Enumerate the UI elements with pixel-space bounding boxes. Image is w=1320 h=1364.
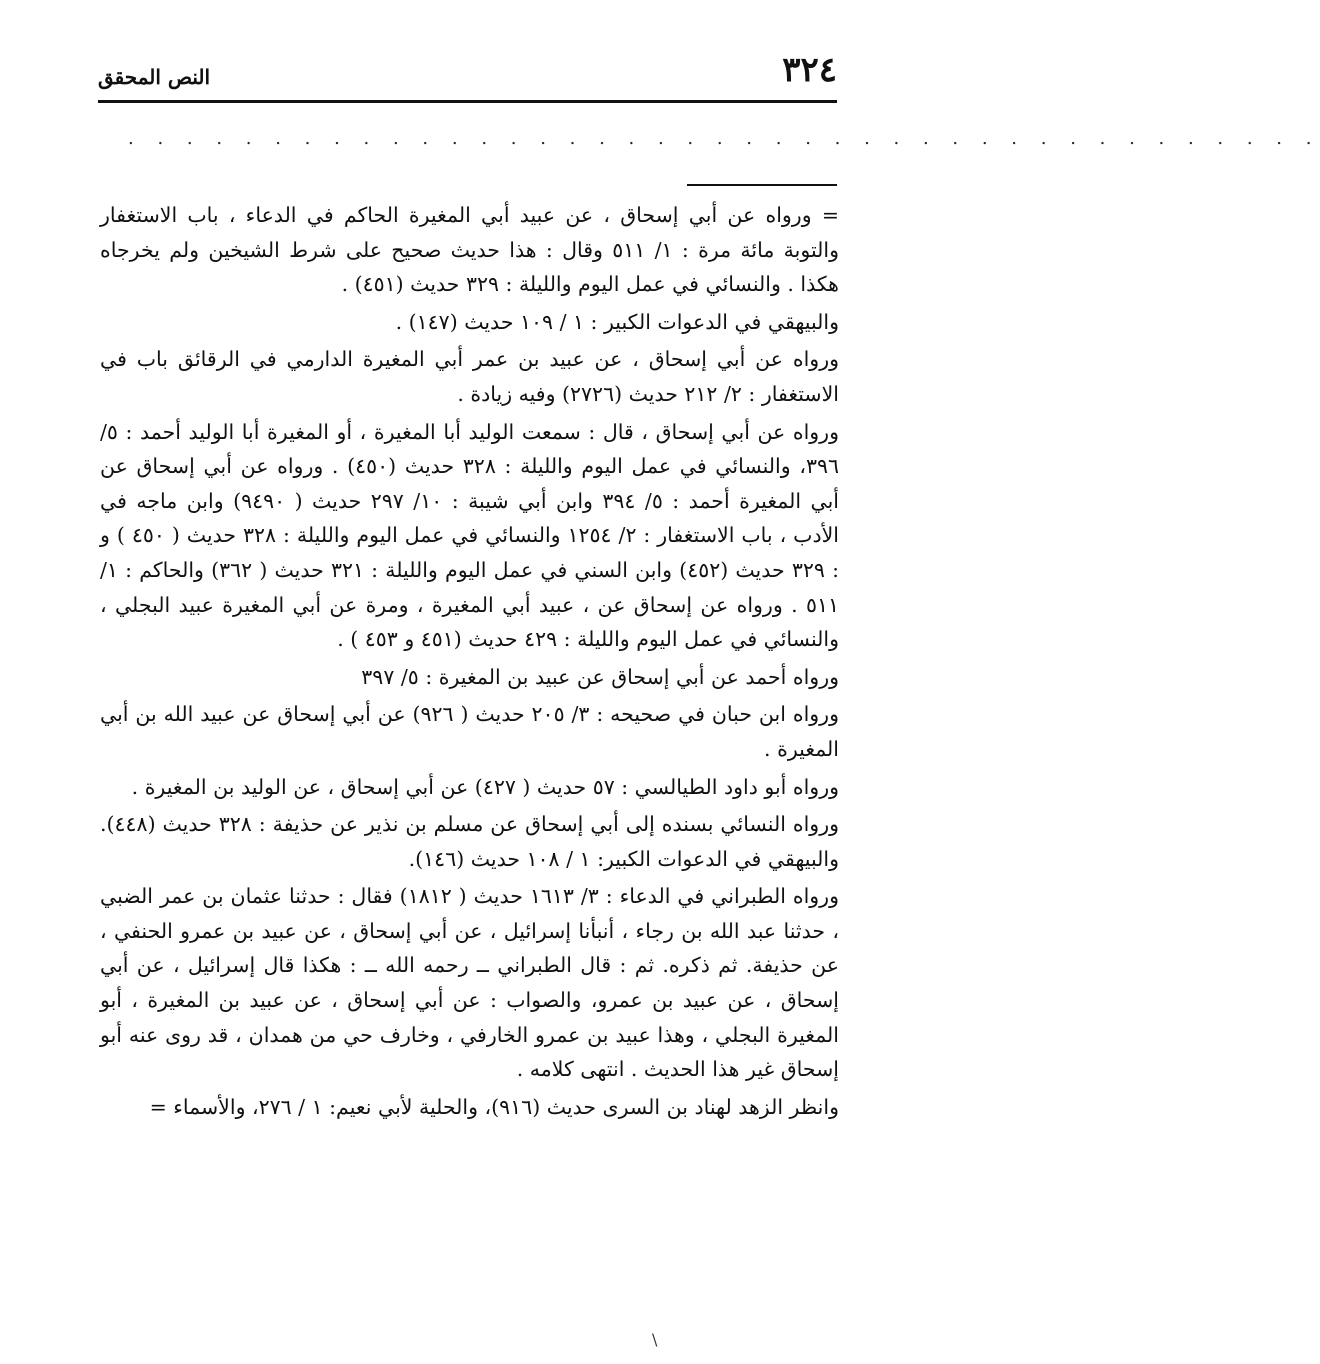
footnote-paragraph: ورواه أحمد عن أبي إسحاق عن عبيد بن المغيرة : ٥/ ٣٩٧ [361,664,839,689]
footnote-paragraph: ورواه النسائي بسنده إلى أبي إسحاق عن مسلم بن نذير عن حذيفة : ٣٢٨ حديث (٤٤٨). والبيهقي في الدعوات الكبير: ١ / ١٠٨ حديث (١٤٦). [100,812,839,871]
footnote-rule [687,184,837,186]
running-title: النص المحقق [98,65,211,89]
footnote-paragraph: ورواه عن أبي إسحاق ، عن عبيد بن عمر أبي المغيرة الدارمي في الرقائق باب في الاستغفار : ٢/ ٢١٢ حديث (٢٧٢٦) وفيه زيادة . [100,347,839,406]
scan-mark: \ [652,1330,658,1349]
page-number: ٣٢٤ [782,50,837,90]
footnote-paragraph: ورواه ابن حبان في صحيحه : ٣/ ٢٠٥ حديث ( ٩٢٦) عن أبي إسحاق عن عبيد الله بن أبي المغيرة . [100,702,839,761]
separator-dots: . . . . . . . . . . . . . . . . . . . . . . . . . . . . . . . . . . . . . . . . . [128,128,1320,149]
footnote-paragraph: وانظر الزهد لهناد بن السرى حديث (٩١٦)، والحلية لأبي نعيم: ١ / ٢٧٦، والأسماء = [149,1094,839,1119]
footnote-paragraph: والبيهقي في الدعوات الكبير : ١ / ١٠٩ حديث (١٤٧) . [395,309,839,334]
footnote-paragraph: ورواه الطبراني في الدعاء : ٣/ ١٦١٣ حديث ( ١٨١٢) فقال : حدثنا عثمان بن عمر الضبي ، حدثنا عبد الله بن رجاء ، أنبأنا إسرائيل ، عن أبي إسحاق ، عن عبيد بن عمرو الحنفي ، عن حذيفة. ثم ذكره. ثم : قال الطبراني ــ رحمه الله ــ : هكذا قال إسرائيل ، عن أبي إسحاق ، عن عبيد بن عمرو، والصواب : عن أبي إسحاق ، عن عبيد بن المغيرة ، أبو المغيرة البجلي ، وهذا عبيد بن عمرو الخارفي ، وخارف حي من همدان ، قد روى عنه أبو إسحاق غير هذا الحديث . انتهى كلامه . [100,884,839,1082]
footnote-paragraph: ورواه عن أبي إسحاق ، قال : سمعت الوليد أبا المغيرة ، أو المغيرة أبا الوليد أحمد : ٥/ ٣٩٦، والنسائي في عمل اليوم والليلة : ٣٢٨ حديث (٤٥٠) . ورواه عن أبي إسحاق عن أبي المغيرة أحمد : ٥/ ٣٩٤ وابن أبي شيبة : ١٠/ ٢٩٧ حديث ( ٩٤٩٠) وابن ماجه في الأدب ، باب الاستغفار : ٢/ ١٢٥٤ والنسائي في عمل اليوم والليلة : ٣٢٨ حديث ( ٤٥٠ ) و : ٣٢٩ حديث (٤٥٢) وابن السني في عمل اليوم والليلة : ٣٢١ حديث ( ٣٦٢) والحاكم : ١/ ٥١١ . ورواه عن إسحاق عن ، عبيد أبي المغيرة ، ومرة عن أبي المغيرة عبيد البجلي ، والنسائي في عمل اليوم والليلة : ٤٢٩ حديث (٤٥١ و ٤٥٣ ) . [100,419,839,652]
footnotes [100,198,839,1124]
footnote-paragraph: ورواه أبو داود الطيالسي : ٥٧ حديث ( ٤٢٧) عن أبي إسحاق ، عن الوليد بن المغيرة . [131,774,839,799]
footnote-paragraph: = ورواه عن أبي إسحاق ، عن عبيد أبي المغيرة الحاكم في الدعاء ، باب الاستغفار والتوبة مائة مرة : ١/ ٥١١ وقال : هذا حديث صحيح على شرط الشيخين ولم يخرجاه هكذا . والنسائي في عمل اليوم والليلة : ٣٢٩ حديث (٤٥١) . [100,203,839,297]
page-header [98,48,837,103]
